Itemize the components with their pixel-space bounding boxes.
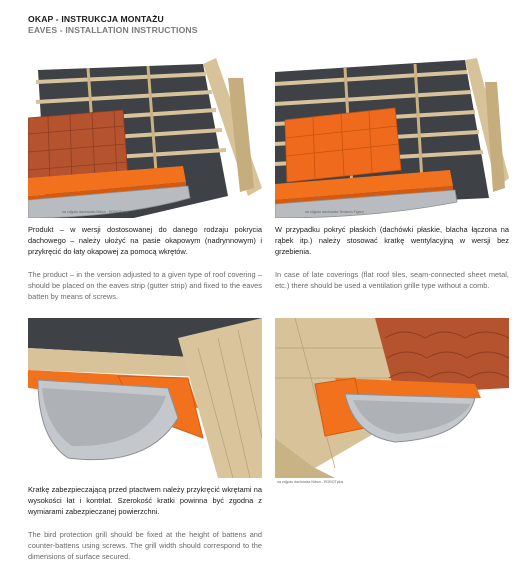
installation-image-1 <box>28 58 262 218</box>
text-3-en: The bird protection grill should be fixed at the height of battens and counter-battens using screws. The grill width should correspond to the dimensions of surface secured. <box>28 529 262 562</box>
text-2-pl: W przypadku pokryć płaskich (dachówki płaskie, blacha łączona na rąbek itp.) należy stosować kratkę wentylacyjną w wersji bez grzebienia. <box>275 225 509 257</box>
page-header <box>28 14 198 36</box>
text-3-pl: Kratkę zabezpieczającą przed ptactwem należy przykręcić wkrętami na wysokości łat i kontrłat. Szerokość kratki powinna być zgodna z wymiarami zabezpieczanej powierzchni. <box>28 485 262 517</box>
page-subtitle: EAVES - INSTALLATION INSTRUCTIONS <box>28 25 198 35</box>
text-2-en: In case of late coverings (flat roof tiles, seam-connected sheet metal, etc.) there should be used a ventilation grille type without a comb. <box>275 269 509 290</box>
text-1-pl: Produkt – w wersji dostosowanej do danego rodzaju pokrycia dachowego – należy ułożyć na pasie okapowym (nadrynnowym) i przykręcić do łaty okapowej za pomocą wkrętów. <box>28 225 262 257</box>
text-1-en: The product – in the version adjusted to a given type of roof covering – should be placed on the eaves strip (gutter strip) and fixed to the eaves batten by means of screws. <box>28 269 262 302</box>
text-block-1 <box>28 224 262 313</box>
text-block-2 <box>275 224 509 302</box>
installation-image-4 <box>275 318 509 478</box>
installation-image-3 <box>28 318 262 478</box>
image-4-caption: na zdjęciu dachówka Nibon - ROBOTplus <box>277 480 344 484</box>
text-block-3 <box>28 484 262 573</box>
image-1-caption: na zdjęciu dachówka Nibon - ROBOTplus <box>62 210 129 214</box>
page-title: OKAP - INSTRUKCJA MONTAŻU <box>28 14 164 24</box>
installation-image-2 <box>275 58 509 218</box>
image-2-caption: na zdjęciu dachówka Teviarch Figaro <box>305 210 364 214</box>
